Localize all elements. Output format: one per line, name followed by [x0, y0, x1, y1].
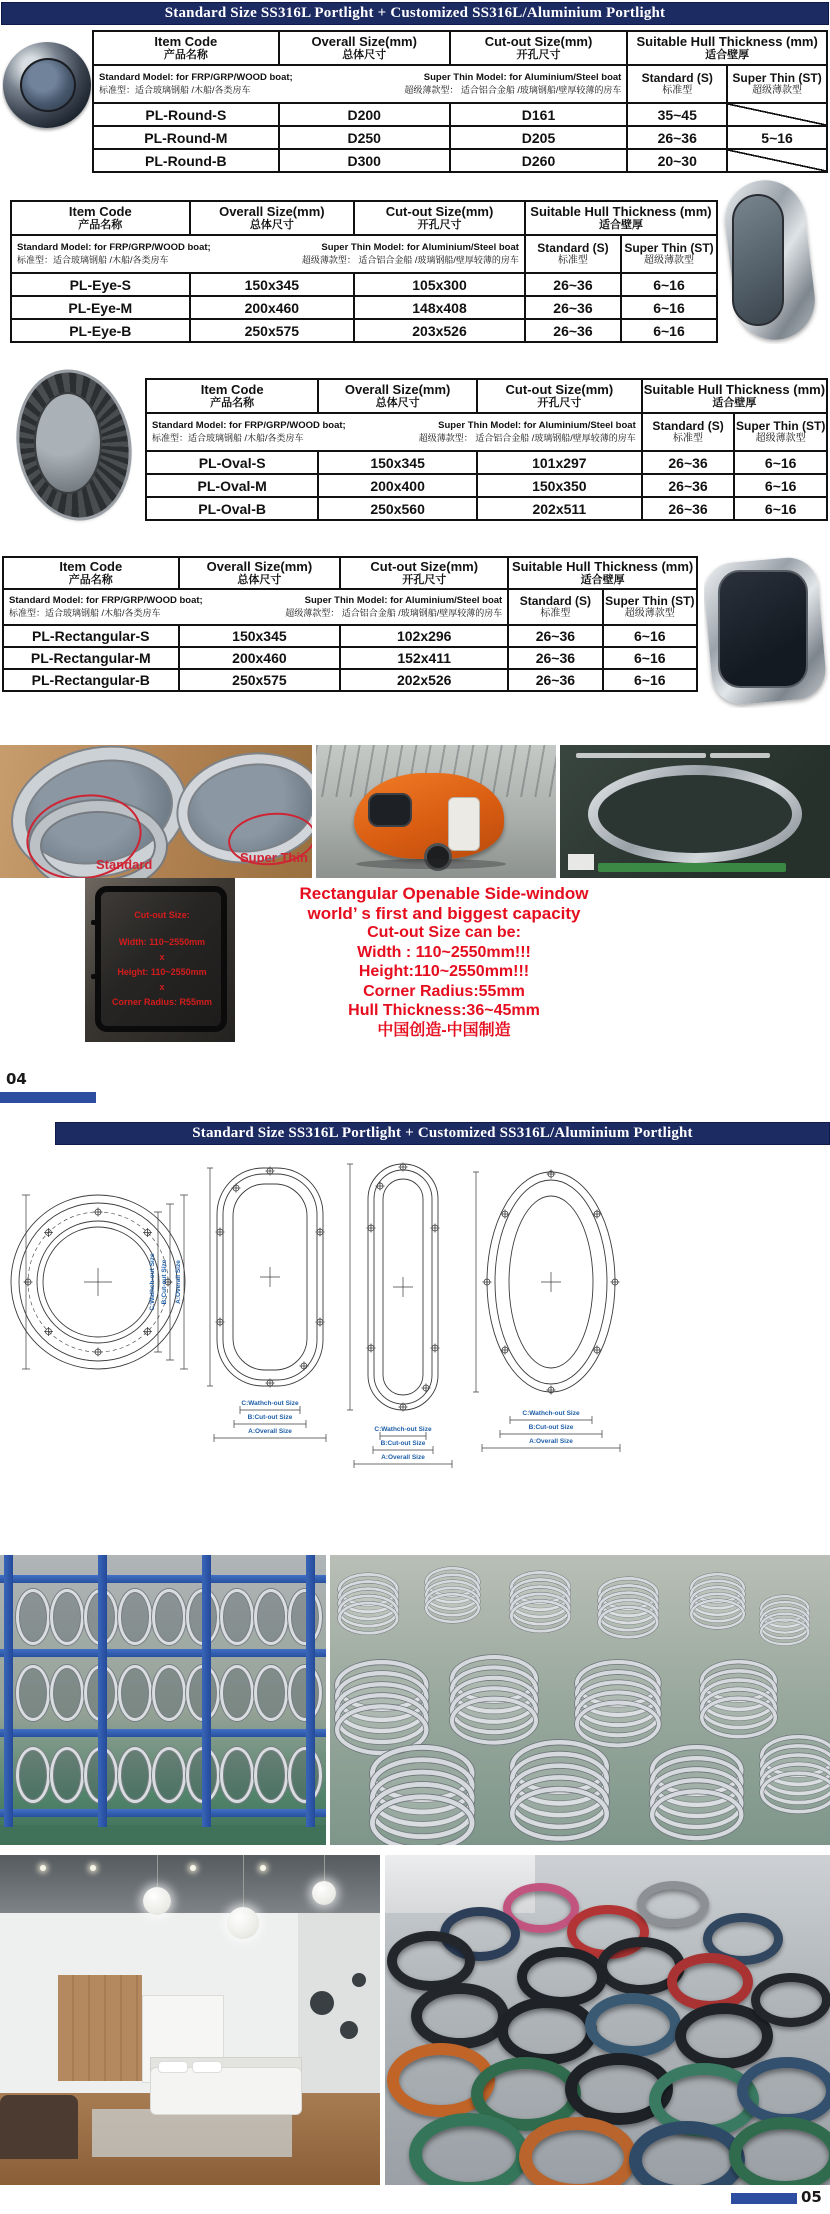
colored-ring [497, 1997, 597, 2065]
table-row [3, 625, 697, 647]
oval-frame-on-shelf [118, 1665, 152, 1721]
cell-super-thin: 6~16 [603, 625, 697, 647]
cell-standard: 26~36 [642, 451, 735, 474]
col-header-item-code: Item Code 产品名称 [3, 557, 179, 589]
colored-ring [667, 1953, 753, 2011]
rack-beam [0, 1575, 326, 1583]
col-header-hull: Suitable Hull Thickness (mm) 适合壁厚 [525, 201, 717, 235]
oval-frame-on-shelf [50, 1747, 84, 1803]
poster-text-line [576, 753, 706, 758]
page-number-04: 04 [6, 1070, 27, 1088]
cell-overall: 150x345 [179, 625, 341, 647]
frame-pile [598, 1577, 660, 1642]
round-portlight-glass [20, 58, 76, 112]
cell-standard: 26~36 [508, 625, 602, 647]
cell-standard: 35~45 [627, 103, 727, 126]
svg-text:B:Cut-out Size: B:Cut-out Size [380, 1440, 426, 1447]
oval-frame-on-shelf [118, 1589, 152, 1645]
cell-code: PL-Oval-B [146, 497, 318, 520]
col-header-item-code: Item Code 产品名称 [146, 379, 318, 413]
camper-trailer-photo [316, 745, 556, 878]
stacked-oval-frame [338, 1602, 399, 1635]
subcol-super-thin: Super Thin (ST) 超级薄款型 [727, 65, 827, 103]
colored-ring [751, 1973, 830, 2027]
super-thin-label: Super Thin [240, 850, 308, 865]
cell-overall: 200x460 [190, 296, 354, 319]
eye-size-table [10, 200, 718, 343]
cell-standard: 26~36 [525, 319, 621, 342]
col-header-cutout: Cut-out Size(mm) 开孔尺寸 [354, 201, 525, 235]
table-row [93, 126, 827, 149]
ceiling-spot-light [190, 1865, 196, 1871]
table-row [146, 497, 827, 520]
col-header-item-code: Item Code 产品名称 [11, 201, 190, 235]
frame-pile [650, 1745, 745, 1845]
svg-text:C:Wathch-out Size: C:Wathch-out Size [522, 1410, 580, 1417]
oval-frame-on-shelf [152, 1747, 186, 1803]
promo-line: Rectangular Openable Side-window [299, 884, 589, 903]
model-note: Standard Model: for FRP/GRP/WOOD boat; Super Thin Model: for Aluminium/Steel boat 标准型：适合玻璃钢船 /木船/各类房车 超级薄款型： 适合铝合金船 /玻璃钢船/壁厚较薄的房车 [146, 413, 642, 451]
stacked-oval-frame [425, 1593, 480, 1623]
cell-overall: D300 [279, 149, 450, 172]
sphere-lamp [227, 1907, 259, 1939]
page-accent-bar [0, 1092, 96, 1103]
poster-text-line [710, 753, 770, 758]
cell-overall: D200 [279, 103, 450, 126]
cell-overall: 250x575 [190, 319, 354, 342]
oval-frame-on-shelf [152, 1589, 186, 1645]
ceiling-spot-light [260, 1865, 266, 1871]
stacked-oval-frame [760, 1771, 830, 1813]
table-row [11, 319, 717, 342]
subcol-super-thin: Super Thin (ST) 超级薄款型 [734, 413, 827, 451]
cell-cutout: 105x300 [354, 273, 525, 296]
promo-line: Width : 110~2550mm!!! [357, 943, 531, 961]
oval-frame-on-shelf [152, 1665, 186, 1721]
cell-overall: 250x560 [318, 497, 477, 520]
oval-frame-on-shelf [254, 1747, 288, 1803]
stacked-oval-frame [510, 1787, 609, 1841]
page-number-05: 05 [801, 2188, 822, 2206]
showroom-photo [0, 1855, 380, 2185]
cell-cutout: 102x296 [340, 625, 508, 647]
frame-pile [450, 1655, 540, 1749]
table-row [3, 647, 697, 669]
svg-text:B:Cut-out Size: B:Cut-out Size [247, 1414, 293, 1421]
oval-frame-on-shelf [220, 1747, 254, 1803]
rack-post [306, 1555, 315, 1827]
lamp-wire [324, 1855, 325, 1883]
cell-na [727, 149, 827, 172]
frame-pile [510, 1740, 611, 1845]
bottom-banner-title: Standard Size SS316L Portlight + Customized SS316L/Aluminium Portlight [55, 1122, 830, 1145]
oval-frame-on-shelf [288, 1589, 322, 1645]
eye-portlight-glass [732, 194, 784, 326]
subcol-standard: Standard (S) 标准型 [627, 65, 727, 103]
wood-panel [58, 1975, 142, 2081]
table-row [93, 149, 827, 172]
table-row [93, 103, 827, 126]
oval-frame-on-shelf [16, 1665, 50, 1721]
cell-overall: D250 [279, 126, 450, 149]
poster-paper [568, 854, 594, 870]
eye-portlight-photo [716, 178, 828, 344]
camper-shadow [356, 859, 506, 869]
cell-cutout: 202x526 [340, 669, 508, 691]
rug [92, 2109, 292, 2157]
stacked-oval-frame [370, 1794, 475, 1845]
frame-pile [370, 1745, 476, 1845]
model-note: Standard Model: for FRP/GRP/WOOD boat; Super Thin Model: for Aluminium/Steel boat 标准型：适合玻璃钢船 /木船/各类房车 超级薄款型： 适合铝合金船 /玻璃钢船/壁厚较薄的房车 [11, 235, 525, 273]
col-header-overall: Overall Size(mm) 总体尺寸 [179, 557, 341, 589]
cutout-size-text: Cut-out Size: Width: 110~2550mm x Height: 110~2550mm x Corner Radius: R55mm [111, 910, 213, 1007]
model-note: Standard Model: for FRP/GRP/WOOD boat; Super Thin Model: for Aluminium/Steel boat 标准型：适合玻璃钢船 /木船/各类房车 超级薄款型： 适合铝合金船 /玻璃钢船/壁厚较薄的房车 [3, 589, 508, 625]
colored-ring [519, 2117, 637, 2185]
table-row [11, 296, 717, 319]
subcol-standard: Standard (S) 标准型 [525, 235, 621, 273]
col-header-hull: Suitable Hull Thickness (mm) 适合壁厚 [642, 379, 827, 413]
drawing-narrow-rect-portlight [340, 1158, 466, 1480]
table-row [11, 273, 717, 296]
col-header-cutout: Cut-out Size(mm) 开孔尺寸 [450, 31, 628, 65]
promo-line: Cut-out Size can be: [367, 924, 521, 941]
cell-standard: 26~36 [642, 474, 735, 497]
cell-na [727, 103, 827, 126]
cutout-size-photo [85, 878, 235, 1042]
col-header-cutout: Cut-out Size(mm) 开孔尺寸 [477, 379, 642, 413]
col-header-item-code: Item Code 产品名称 [93, 31, 279, 65]
colored-ring [409, 2113, 529, 2185]
warehouse-floor [0, 1825, 326, 1845]
col-header-cutout: Cut-out Size(mm) 开孔尺寸 [340, 557, 508, 589]
oval-frame-on-shelf [288, 1665, 322, 1721]
cell-code: PL-Oval-S [146, 451, 318, 474]
standard-label: Standard [96, 857, 153, 872]
frame-pile [760, 1735, 830, 1818]
colored-portlights-photo [385, 1855, 830, 2185]
oval-portlight-photo [12, 368, 142, 524]
cell-standard: 26~36 [508, 669, 602, 691]
colored-ring [737, 2057, 830, 2125]
cell-cutout: 203x526 [354, 319, 525, 342]
frame-pile [760, 1595, 810, 1648]
stacked-oval-frame [510, 1600, 571, 1633]
cell-cutout: D205 [450, 126, 628, 149]
rack-post [202, 1555, 211, 1827]
drawing-round-portlight [6, 1164, 198, 1436]
cell-code: PL-Rectangular-B [3, 669, 179, 691]
oval-frame-on-shelf [16, 1747, 50, 1803]
svg-text:A:Overall Size: A:Overall Size [381, 1454, 425, 1461]
pillow [192, 2061, 222, 2073]
col-header-hull: Suitable Hull Thickness (mm) 适合壁厚 [508, 557, 697, 589]
standard-vs-super-thin-photo [0, 745, 312, 878]
cell-cutout: 152x411 [340, 647, 508, 669]
rack-post [4, 1555, 13, 1827]
svg-text:C:Wathch-out Size: C:Wathch-out Size [241, 1400, 299, 1407]
cell-overall: 250x575 [179, 669, 341, 691]
frame-pile [575, 1660, 662, 1752]
col-header-overall: Overall Size(mm) 总体尺寸 [318, 379, 477, 413]
cell-cutout: D161 [450, 103, 628, 126]
cell-cutout: 202x511 [477, 497, 642, 520]
round-size-table [92, 30, 828, 173]
cell-code: PL-Eye-B [11, 319, 190, 342]
drawing-oval-portlight [470, 1162, 632, 1500]
cell-standard: 26~36 [508, 647, 602, 669]
rack-shelf-row [16, 1747, 318, 1803]
rack-post [98, 1555, 107, 1827]
svg-text:C:Wathch-out Size: C:Wathch-out Size [149, 1253, 156, 1311]
cell-super-thin: 6~16 [734, 474, 827, 497]
lamp-wire [157, 1855, 158, 1889]
promo-line: 中国创造-中国制造 [377, 1021, 511, 1039]
promo-line: world’ s first and biggest capacity [307, 903, 581, 923]
round-portlight-photo [2, 36, 94, 138]
sphere-lamp [143, 1887, 171, 1915]
rack-beam [0, 1809, 326, 1817]
top-banner-title: Standard Size SS316L Portlight + Customized SS316L/Aluminium Portlight [1, 2, 829, 25]
svg-text:B:Cut-out Size: B:Cut-out Size [528, 1424, 574, 1431]
model-note: Standard Model: for FRP/GRP/WOOD boat; Super Thin Model: for Aluminium/Steel boat 标准型：适合玻璃钢船 /木船/各类房车 超级薄款型： 适合铝合金船 /玻璃钢船/壁厚较薄的房车 [93, 65, 627, 103]
oval-frame-on-shelf [254, 1665, 288, 1721]
cell-code: PL-Round-B [93, 149, 279, 172]
sofa [0, 2095, 78, 2159]
drawing-rounded-rect-portlight [202, 1162, 338, 1454]
cell-super-thin: 6~16 [621, 273, 717, 296]
oval-frame-on-shelf [254, 1589, 288, 1645]
camper-window [368, 793, 412, 827]
subcol-super-thin: Super Thin (ST) 超级薄款型 [603, 589, 697, 625]
promo-line: Hull Thickness:36~45mm [348, 1002, 540, 1019]
cell-standard: 20~30 [627, 149, 727, 172]
svg-text:C:Wathch-out Size: C:Wathch-out Size [374, 1426, 432, 1433]
lamp-wire [243, 1855, 244, 1909]
cell-code: PL-Round-S [93, 103, 279, 126]
cell-standard: 26~36 [642, 497, 735, 520]
cell-overall: 150x345 [190, 273, 354, 296]
round-mirror [310, 1991, 334, 2015]
stacked-oval-frame [450, 1697, 538, 1745]
colored-ring [411, 1983, 509, 2049]
round-mirror [352, 1973, 366, 1987]
stacked-oval-frame [700, 1696, 777, 1738]
rack-shelf-row [16, 1665, 318, 1721]
warehouse-rack-photo [0, 1555, 326, 1845]
bed [150, 2067, 302, 2115]
col-header-hull: Suitable Hull Thickness (mm) 适合壁厚 [627, 31, 827, 65]
ceiling-spot-light [40, 1865, 46, 1871]
cell-overall: 200x400 [318, 474, 477, 497]
cell-code: PL-Oval-M [146, 474, 318, 497]
rectangular-size-table [2, 556, 698, 692]
table-row [146, 474, 827, 497]
col-header-overall: Overall Size(mm) 总体尺寸 [190, 201, 354, 235]
subcol-super-thin: Super Thin (ST) 超级薄款型 [621, 235, 717, 273]
oval-frame-on-shelf [220, 1665, 254, 1721]
stacked-oval-frame [690, 1599, 745, 1629]
cell-cutout: 148x408 [354, 296, 525, 319]
poster-oval-hole [598, 775, 792, 853]
frame-pile [510, 1571, 572, 1636]
cell-cutout: 150x350 [477, 474, 642, 497]
cell-standard: 26~36 [525, 273, 621, 296]
svg-text:A:Overall Size: A:Overall Size [248, 1428, 292, 1435]
subcol-standard: Standard (S) 标准型 [508, 589, 602, 625]
col-header-overall: Overall Size(mm) 总体尺寸 [279, 31, 450, 65]
cell-code: PL-Round-M [93, 126, 279, 149]
stacked-frames-photo [330, 1555, 830, 1845]
cell-code: PL-Rectangular-M [3, 647, 179, 669]
oval-frame-on-shelf [50, 1665, 84, 1721]
oval-portlight-glass [34, 392, 102, 494]
frame-pile [700, 1660, 778, 1743]
cell-standard: 26~36 [525, 296, 621, 319]
cell-super-thin: 6~16 [621, 319, 717, 342]
oval-size-table [145, 378, 828, 521]
promo-line: Height:110~2550mm!!! [358, 963, 530, 980]
subcol-standard: Standard (S) 标准型 [642, 413, 735, 451]
table-row [3, 669, 697, 691]
rack-beam [0, 1649, 326, 1657]
cell-code: PL-Rectangular-S [3, 625, 179, 647]
stacked-oval-frame [760, 1618, 810, 1645]
rack-shelf-row [16, 1589, 318, 1645]
cell-code: PL-Eye-S [11, 273, 190, 296]
cell-super-thin: 6~16 [603, 647, 697, 669]
oval-frame-on-shelf [118, 1747, 152, 1803]
cell-code: PL-Eye-M [11, 296, 190, 319]
cell-super-thin: 6~16 [734, 497, 827, 520]
table-row [146, 451, 827, 474]
poster-green-text [598, 863, 786, 872]
cell-super-thin: 5~16 [727, 126, 827, 149]
cell-cutout: D260 [450, 149, 628, 172]
cell-cutout: 101x297 [477, 451, 642, 474]
cell-super-thin: 6~16 [734, 451, 827, 474]
oval-frame-on-shelf [16, 1589, 50, 1645]
svg-text:A:Overall Size: A:Overall Size [529, 1438, 573, 1445]
colored-ring [387, 1931, 475, 1991]
frame-pile [690, 1573, 746, 1632]
colored-ring [585, 1993, 681, 2057]
cell-overall: 150x345 [318, 451, 477, 474]
camper-door [448, 797, 480, 851]
cell-super-thin: 6~16 [621, 296, 717, 319]
cell-overall: 200x460 [179, 647, 341, 669]
round-mirror [340, 2021, 358, 2039]
rectangular-portlight-glass [718, 570, 808, 688]
stacked-oval-frame [598, 1606, 659, 1639]
promo-line: Corner Radius:55mm [363, 982, 525, 1000]
rectangular-portlight-photo [704, 556, 830, 708]
oval-frame-on-shelf [288, 1747, 322, 1803]
stacked-oval-frame [650, 1789, 744, 1840]
promo-text-block [238, 884, 650, 1040]
ceiling-spot-light [90, 1865, 96, 1871]
cell-super-thin: 6~16 [603, 669, 697, 691]
pillow [158, 2061, 188, 2073]
colored-ring [729, 2117, 830, 2185]
cell-standard: 26~36 [627, 126, 727, 149]
svg-text:A:Overall Size: A:Overall Size [175, 1260, 182, 1304]
oval-frame-on-shelf [220, 1589, 254, 1645]
rack-beam [0, 1729, 326, 1737]
oval-frame-poster-photo [560, 745, 830, 878]
svg-text:B:Cut-out Size: B:Cut-out Size [161, 1259, 168, 1305]
colored-ring [637, 1881, 709, 1927]
oval-frame-on-shelf [50, 1589, 84, 1645]
frame-pile [338, 1573, 400, 1638]
sphere-lamp [312, 1881, 336, 1905]
page-accent-bar [731, 2193, 797, 2204]
frame-pile [425, 1567, 481, 1626]
